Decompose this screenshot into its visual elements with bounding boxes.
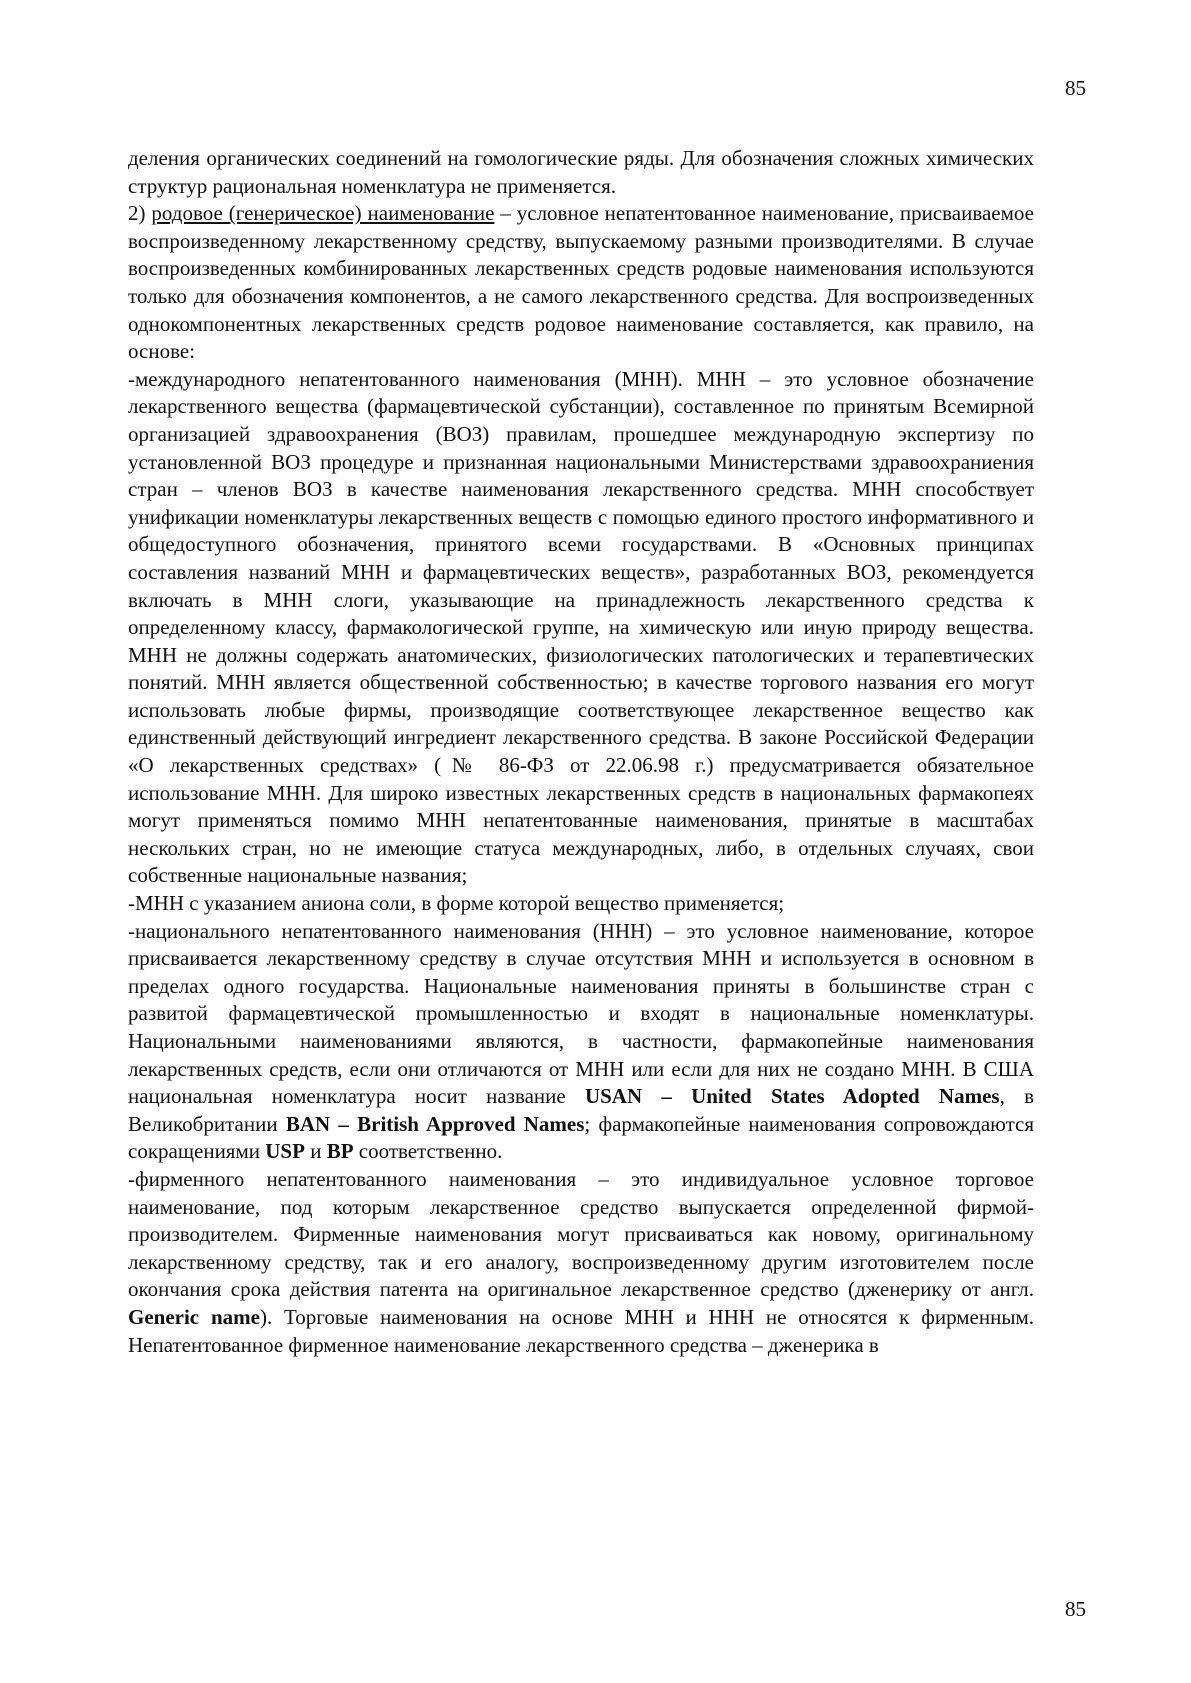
bold-term-usan: USAN – United States Adopted Names bbox=[584, 1084, 1000, 1109]
paragraph-inn-salt bbox=[128, 890, 1034, 918]
paragraph-text: и bbox=[304, 1139, 327, 1164]
page-number-bottom: 85 bbox=[1065, 1597, 1086, 1621]
list-number: 2) bbox=[128, 201, 152, 226]
paragraph-text: -фирменного непатентованного наименования – это индивидуальное условное торговое наименование, под которым лекарственное средство выпускается определенной фирмой-производителем. Фирменные наименования могут присваиваться как новому, оригинальному лекарственному средству, так и его аналогу, воспроизведенному другим изготовителем после окончания срока действия патента на оригинальное лекарственное средство (дженерику от англ. bbox=[128, 1166, 1034, 1302]
bold-term-ban: BAN – British Approved Names bbox=[285, 1111, 585, 1136]
paragraph-text: -МНН с указанием аниона соли, в форме которой вещество применяется; bbox=[128, 891, 785, 916]
page-number-top: 85 bbox=[1065, 76, 1086, 100]
underlined-term: родовое (генерическое) наименование bbox=[151, 201, 495, 226]
paragraph-national-name bbox=[128, 918, 1034, 1166]
paragraph-rational-nomenclature bbox=[128, 145, 1034, 200]
paragraph-generic-name bbox=[128, 200, 1034, 366]
paragraph-text: ; фармакопейные наименования сопровождаются сокращениями bbox=[128, 1111, 1034, 1164]
paragraph-brand-name bbox=[128, 1166, 1034, 1359]
paragraph-text: – условное непатентованное наименование, присваиваемое воспроизведенному лекарственному средству, выпускаемому разными производителями. В случае воспроизведенных комбинированных лекарственных средств родовые наименования используются только для обозначения компонентов, а не самого лекарственного средства. Для воспроизведенных однокомпонентных лекарственных средств родовое наименование составляется, как правило, на основе: bbox=[128, 201, 1034, 364]
bold-term-bp: BP bbox=[326, 1139, 354, 1164]
paragraph-text: соответственно. bbox=[353, 1139, 503, 1164]
paragraph-text: ). Торговые наименования на основе МНН и ННН не относятся к фирменным. Непатентованное фирменное наименование лекарственного средства – дженерика в bbox=[128, 1304, 1034, 1357]
paragraph-text: деления органических соединений на гомологические ряды. Для обозначения сложных химических структур рациональная номенклатура не применяется. bbox=[128, 146, 1034, 198]
paragraph-text: -международного непатентованного наименования (МНН). МНН – это условное обозначение лекарственного вещества (фармацевтической субстанции), составленное по принятым Всемирной организацией здравоохранения (ВОЗ) правилам, прошедшее международную экспертизу по установленной ВОЗ процедуре и признанная национальными Министерствами здравоохраниения стран – членов ВОЗ в качестве наименования лекарственного средства. МНН способствует унификации номенклатуры лекарственных веществ с помощью единого простого информативного и общедоступного обозначения, принятого всеми государствами. В «Основных принципах составления названий МНН и фармацевтических веществ», разработанных ВОЗ, рекомендуется включать в МНН слоги, указывающие на принадлежность лекарственного средства к определенному классу, фармакологической группе, на химическую или иную природу вещества. МНН не должны содержать анатомических, физиологических патологических и терапевтических понятий. МНН является общественной собственностью; в качестве торгового названия его могут использовать любые фирмы, производящие соответствующее лекарственное вещество как единственный действующий ингредиент лекарственного средства. В законе Российской Федерации «О лекарственных средствах» (№ 86-ФЗ от 22.06.98 г.) предусматривается обязательное использование МНН. Для широко известных лекарственных средств в национальных фармакопеях могут применяться помимо МНН непатентованные наименования, принятые в масштабах нескольких стран, но не имеющие статуса международных, либо, в отдельных случаях, свои собственные национальные названия; bbox=[128, 366, 1034, 888]
paragraph-text: , в Великобритании bbox=[128, 1084, 1034, 1136]
bold-term-usp: USP bbox=[265, 1139, 305, 1164]
document-body bbox=[128, 145, 1034, 1359]
paragraph-text: -национального непатентованного наименования (ННН) – это условное наименование, которое присваивается лекарственному средству в случае отсутствия МНН и используется в основном в пределах одного государства. Национальные наименования приняты в большинстве стран с развитой фармацевтической промышленностью и входят в национальные номенклатуры. Национальными наименованиями являются, в частности, фармакопейные наименования лекарственных средств, если они отличаются от МНН или если для них не создано МНН. В США национальная номенклатура носит название bbox=[128, 918, 1034, 1109]
bold-term-generic-name: Generic name bbox=[128, 1304, 260, 1329]
paragraph-inn bbox=[128, 366, 1034, 890]
